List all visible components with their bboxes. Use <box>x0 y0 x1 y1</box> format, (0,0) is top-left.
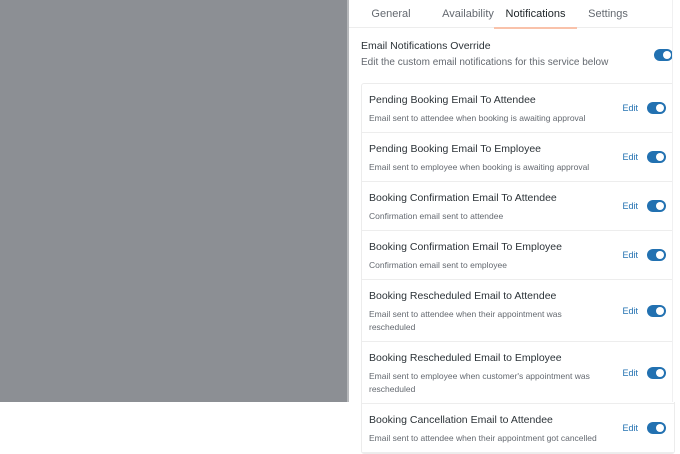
override-title: Email Notifications Override <box>361 40 491 52</box>
row-actions <box>622 249 666 261</box>
service-settings-panel <box>349 0 680 443</box>
notification-row-rescheduled-attendee <box>362 280 674 342</box>
notification-toggle[interactable] <box>647 249 666 261</box>
edit-link[interactable]: Edit <box>622 152 638 162</box>
edit-link[interactable]: Edit <box>622 305 638 316</box>
row-actions <box>622 422 666 434</box>
override-toggle[interactable] <box>654 49 673 61</box>
notification-row-pending-attendee <box>362 84 674 133</box>
row-actions <box>622 151 666 163</box>
notification-row-confirmation-attendee <box>362 182 674 231</box>
row-actions <box>622 200 666 212</box>
notification-row-rescheduled-employee <box>362 342 674 404</box>
notification-row-cancellation-attendee <box>362 404 674 453</box>
tab-settings[interactable]: Settings <box>588 8 628 20</box>
tab-bar <box>349 0 680 28</box>
edit-link[interactable]: Edit <box>622 423 638 433</box>
notification-description: Email sent to attendee when booking is awaiting approval <box>369 113 586 123</box>
notification-toggle[interactable] <box>647 305 666 317</box>
notification-row-confirmation-employee <box>362 231 674 280</box>
modal-backdrop-overlay[interactable] <box>0 0 347 402</box>
notification-toggle[interactable] <box>647 422 666 434</box>
notification-description: Email sent to employee when customer's appointment was rescheduled <box>369 371 590 394</box>
notification-description: Email sent to employee when booking is awaiting approval <box>369 162 590 172</box>
notification-title: Pending Booking Email To Attendee <box>369 94 536 106</box>
notification-row-pending-employee <box>362 133 674 182</box>
edit-link[interactable]: Edit <box>622 250 638 260</box>
tab-notifications[interactable]: Notifications <box>494 0 577 28</box>
override-description: Edit the custom email notifications for this service below <box>361 57 609 68</box>
notification-toggle[interactable] <box>647 151 666 163</box>
notification-toggle[interactable] <box>647 200 666 212</box>
panel-scrollbar-track[interactable] <box>672 0 680 402</box>
email-notifications-override <box>361 40 673 68</box>
notification-toggle[interactable] <box>647 367 666 379</box>
notification-list <box>361 83 675 454</box>
row-actions <box>622 102 666 114</box>
notification-description: Confirmation email sent to employee <box>369 260 507 270</box>
notification-title: Booking Cancellation Email to Attendee <box>369 414 553 426</box>
notification-description: Email sent to attendee when their appointment got cancelled <box>369 433 597 443</box>
notification-title: Booking Confirmation Email To Employee <box>369 241 562 253</box>
edit-link[interactable]: Edit <box>622 367 638 378</box>
notification-toggle[interactable] <box>647 102 666 114</box>
row-actions <box>622 305 666 317</box>
row-actions <box>622 367 666 379</box>
notification-title: Pending Booking Email To Employee <box>369 143 541 155</box>
notification-title: Booking Rescheduled Email to Employee <box>369 352 562 364</box>
notification-title: Booking Rescheduled Email to Attendee <box>369 290 557 302</box>
notification-description: Confirmation email sent to attendee <box>369 211 504 221</box>
tab-availability[interactable]: Availability <box>442 8 494 20</box>
edit-link[interactable]: Edit <box>622 103 638 113</box>
notification-description: Email sent to attendee when their appointment was rescheduled <box>369 309 562 332</box>
edit-link[interactable]: Edit <box>622 201 638 211</box>
tab-general[interactable]: General <box>371 8 411 20</box>
notification-title: Booking Confirmation Email To Attendee <box>369 192 557 204</box>
